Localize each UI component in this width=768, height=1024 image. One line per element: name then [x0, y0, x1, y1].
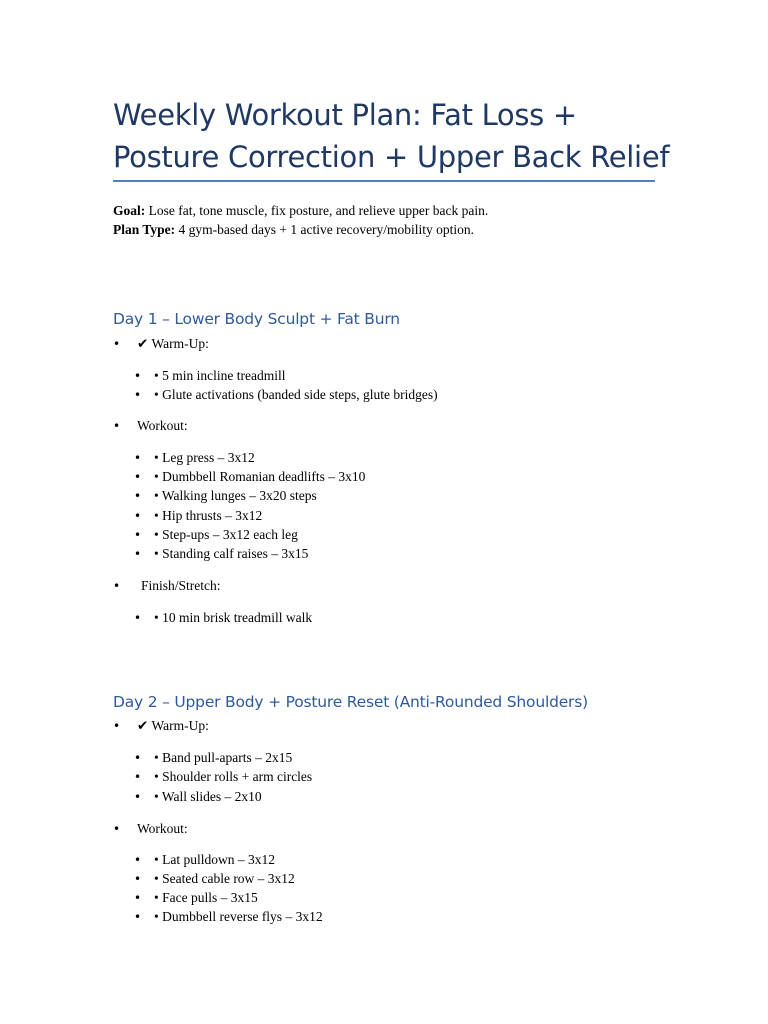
title-line-2: Posture Correction + Upper Back Relief — [113, 140, 670, 174]
list-item-text: • Hip thrusts – 3x12 — [154, 508, 263, 523]
list-item-text: • Leg press – 3x12 — [154, 450, 255, 465]
list-item-text: • Glute activations (banded side steps, glute bridges) — [154, 387, 438, 402]
goal-line — [113, 201, 488, 220]
day2-workout-item — [113, 819, 188, 839]
bullet-icon: • — [134, 388, 142, 402]
list-item-text: • Lat pulldown – 3x12 — [154, 852, 275, 867]
bullet-icon: • — [134, 853, 142, 867]
list-item — [134, 525, 298, 545]
list-item-text: ✔ Warm-Up: — [137, 336, 209, 351]
list-item-text: • Band pull-aparts – 2x15 — [154, 750, 293, 765]
bullet-icon: • — [113, 822, 121, 836]
list-item — [134, 748, 292, 768]
list-item-text: • Standing calf raises – 3x15 — [154, 546, 309, 561]
title-divider — [113, 180, 655, 182]
bullet-icon: • — [113, 719, 121, 733]
list-item — [134, 385, 438, 405]
list-item — [134, 787, 262, 807]
list-item-text: Workout: — [137, 821, 188, 836]
bullet-icon: • — [113, 579, 121, 593]
list-item — [134, 506, 262, 526]
day2-heading: Day 2 – Upper Body + Posture Reset (Anti-Rounded Shoulders) — [113, 693, 588, 711]
day1-heading: Day 1 – Lower Body Sculpt + Fat Burn — [113, 310, 400, 328]
plan-type-text: 4 gym-based days + 1 active recovery/mobility option. — [175, 222, 475, 237]
bullet-icon: • — [134, 528, 142, 542]
list-item — [134, 767, 312, 787]
list-item-text: • 10 min brisk treadmill walk — [154, 610, 313, 625]
bullet-icon: • — [134, 891, 142, 905]
bullet-icon: • — [134, 470, 142, 484]
day1-finish-item — [113, 576, 221, 596]
list-item-text: • Step-ups – 3x12 each leg — [154, 527, 298, 542]
bullet-icon: • — [134, 547, 142, 561]
goal-label: Goal: — [113, 203, 146, 218]
list-item — [134, 366, 285, 386]
list-item-text: • Walking lunges – 3x20 steps — [154, 488, 317, 503]
list-item-text: • Dumbbell reverse flys – 3x12 — [154, 909, 323, 924]
list-item-text: • Dumbbell Romanian deadlifts – 3x10 — [154, 469, 366, 484]
list-item-text: Workout: — [137, 418, 188, 433]
bullet-icon: • — [113, 337, 121, 351]
title-line-1: Weekly Workout Plan: Fat Loss + — [113, 98, 577, 132]
bullet-icon: • — [134, 509, 142, 523]
day1-workout-item — [113, 416, 188, 436]
list-item-text: Finish/Stretch: — [141, 578, 221, 593]
list-item-text: • Face pulls – 3x15 — [154, 890, 258, 905]
list-item — [134, 888, 258, 908]
day1-warmup-item — [113, 334, 209, 354]
list-item — [134, 850, 275, 870]
list-item — [134, 869, 295, 889]
bullet-icon: • — [134, 489, 142, 503]
bullet-icon: • — [134, 451, 142, 465]
bullet-icon: • — [134, 910, 142, 924]
bullet-icon: • — [113, 419, 121, 433]
page-title — [113, 94, 673, 178]
plan-type-line — [113, 220, 488, 239]
bullet-icon: • — [134, 369, 142, 383]
bullet-icon: • — [134, 611, 142, 625]
list-item — [134, 486, 317, 506]
goal-text: Lose fat, tone muscle, fix posture, and relieve upper back pain. — [145, 203, 489, 218]
bullet-icon: • — [134, 770, 142, 784]
list-item-text: • Seated cable row – 3x12 — [154, 871, 295, 886]
bullet-icon: • — [134, 872, 142, 886]
day2-warmup-item — [113, 716, 209, 736]
list-item-text: • Shoulder rolls + arm circles — [154, 769, 313, 784]
list-item — [134, 467, 365, 487]
list-item — [134, 448, 255, 468]
list-item-text: ✔ Warm-Up: — [137, 718, 209, 733]
list-item-text: • 5 min incline treadmill — [154, 368, 286, 383]
list-item — [134, 907, 323, 927]
list-item-text: • Wall slides – 2x10 — [154, 789, 262, 804]
list-item — [134, 544, 308, 564]
list-item — [134, 608, 312, 628]
bullet-icon: • — [134, 751, 142, 765]
plan-summary — [113, 201, 488, 239]
plan-type-label: Plan Type: — [113, 222, 176, 237]
bullet-icon: • — [134, 790, 142, 804]
